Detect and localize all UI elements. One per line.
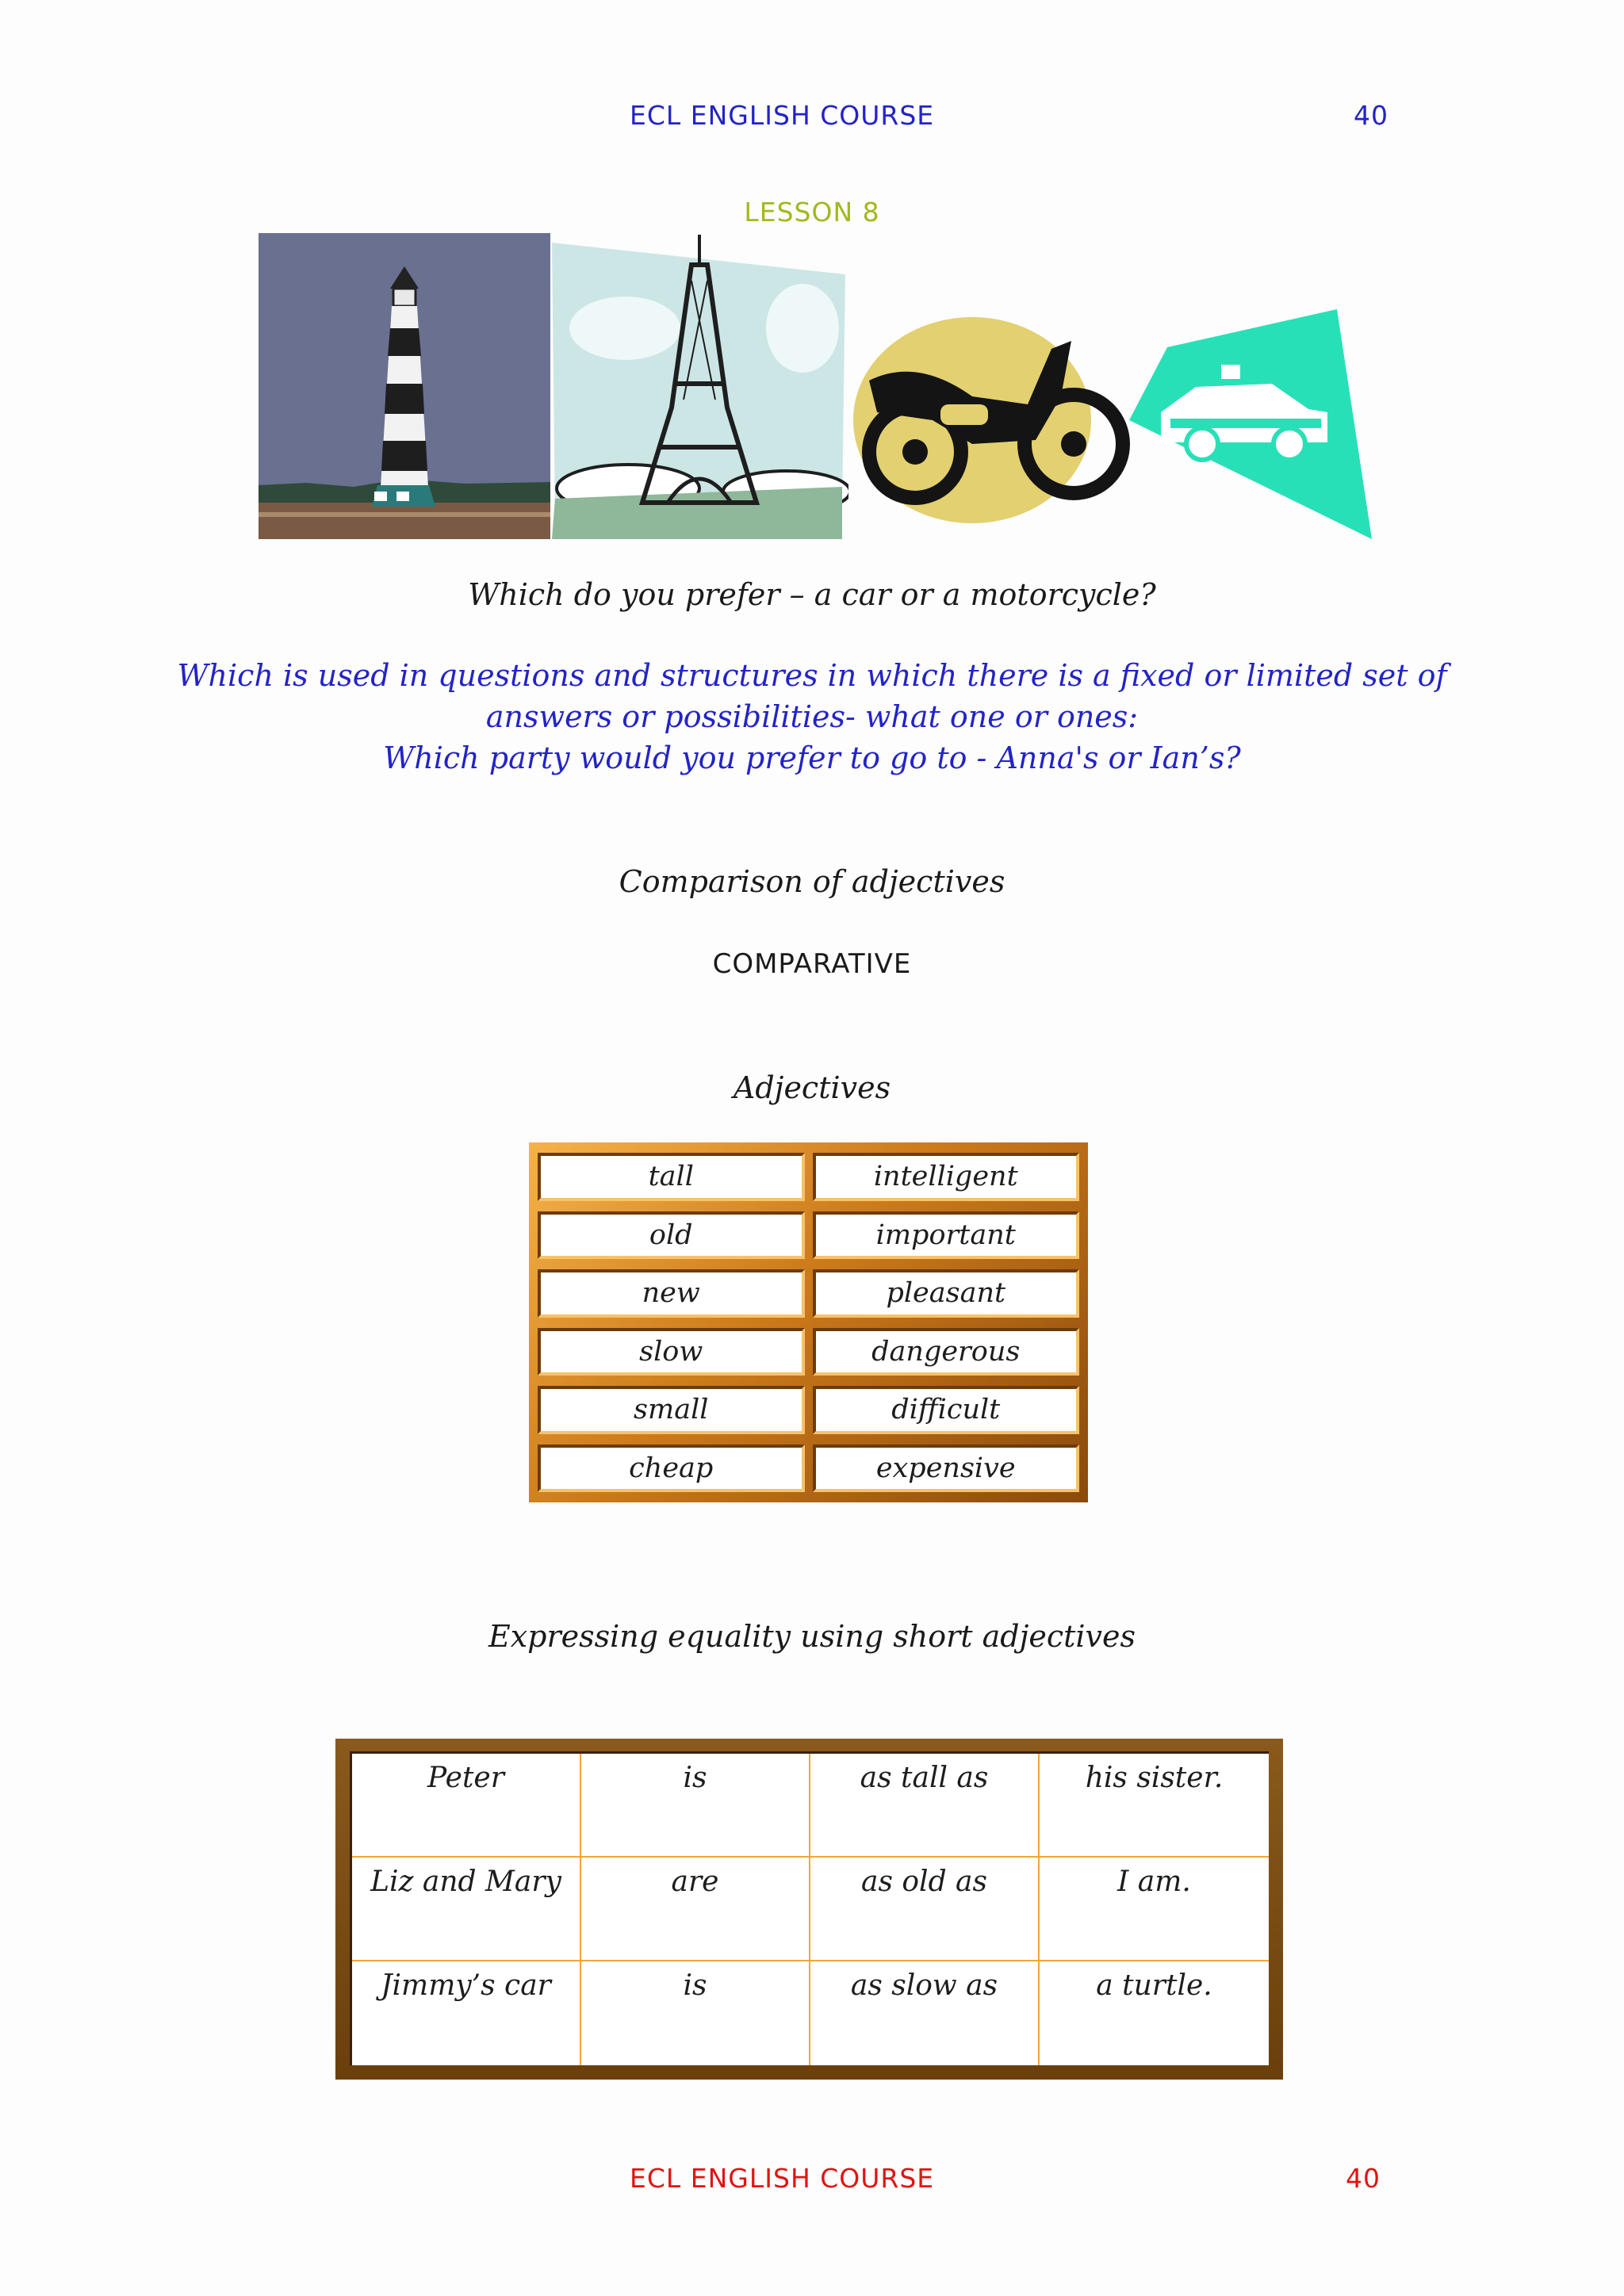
table-cell: as tall as (810, 1754, 1040, 1858)
table-cell: Peter (352, 1754, 581, 1858)
section-title: Comparison of adjectives (619, 864, 1005, 899)
equality-table (335, 1739, 1283, 2080)
table-cell: is (581, 1754, 810, 1858)
header-course-title: ECL ENGLISH COURSE (630, 100, 935, 131)
equality-title: Expressing equality using short adjectives (488, 1619, 1136, 1654)
taxi-illustration (1129, 308, 1372, 539)
explanation-line-3: Which party would you prefer to go to - Anna's or Ian’s? (383, 740, 1241, 775)
footer-page-number: 40 (1346, 2163, 1381, 2194)
adjective-cell: expensive (813, 1445, 1080, 1493)
lighthouse-illustration (259, 233, 550, 539)
subsection-title: COMPARATIVE (712, 948, 912, 980)
adjectives-title: Adjectives (733, 1070, 891, 1105)
footer-course-title: ECL ENGLISH COURSE (630, 2163, 935, 2194)
adjective-cell: intelligent (813, 1153, 1080, 1201)
adjective-cell: new (538, 1269, 805, 1318)
lesson-label: LESSON 8 (744, 197, 880, 228)
adjective-cell: pleasant (813, 1269, 1080, 1318)
adjective-cell: old (538, 1211, 805, 1260)
table-cell: a turtle. (1096, 1969, 1212, 2002)
table-cell: are (581, 1858, 810, 1961)
adjective-cell: difficult (813, 1386, 1080, 1434)
table-cell: is (581, 1961, 810, 2065)
table-cell: Liz and Mary (352, 1858, 581, 1961)
adjective-cell: tall (538, 1153, 805, 1201)
table-cell: as old as (810, 1858, 1040, 1961)
adjective-cell: cheap (538, 1445, 805, 1493)
table-cell: I am. (1040, 1858, 1269, 1961)
explanation-line-2: answers or possibilities- what one or ones: (485, 699, 1139, 734)
adjective-cell: slow (538, 1328, 805, 1376)
adjectives-table (529, 1142, 1088, 1502)
explanation-line-1: Which is used in questions and structures in which there is a fixed or limited set of (177, 658, 1447, 693)
eiffel-tower-illustration (549, 233, 848, 539)
header-page-number: 40 (1354, 100, 1388, 131)
adjective-cell: dangerous (813, 1328, 1080, 1376)
table-cell: his sister. (1040, 1754, 1269, 1858)
motorcycle-illustration (853, 301, 1131, 539)
adjective-cell: small (538, 1386, 805, 1434)
table-cell: Jimmy’s car (352, 1961, 581, 2065)
question-text: Which do you prefer – a car or a motorcycle? (468, 577, 1156, 612)
adjective-cell: important (813, 1211, 1080, 1260)
table-cell: as slow as (810, 1961, 1040, 2065)
